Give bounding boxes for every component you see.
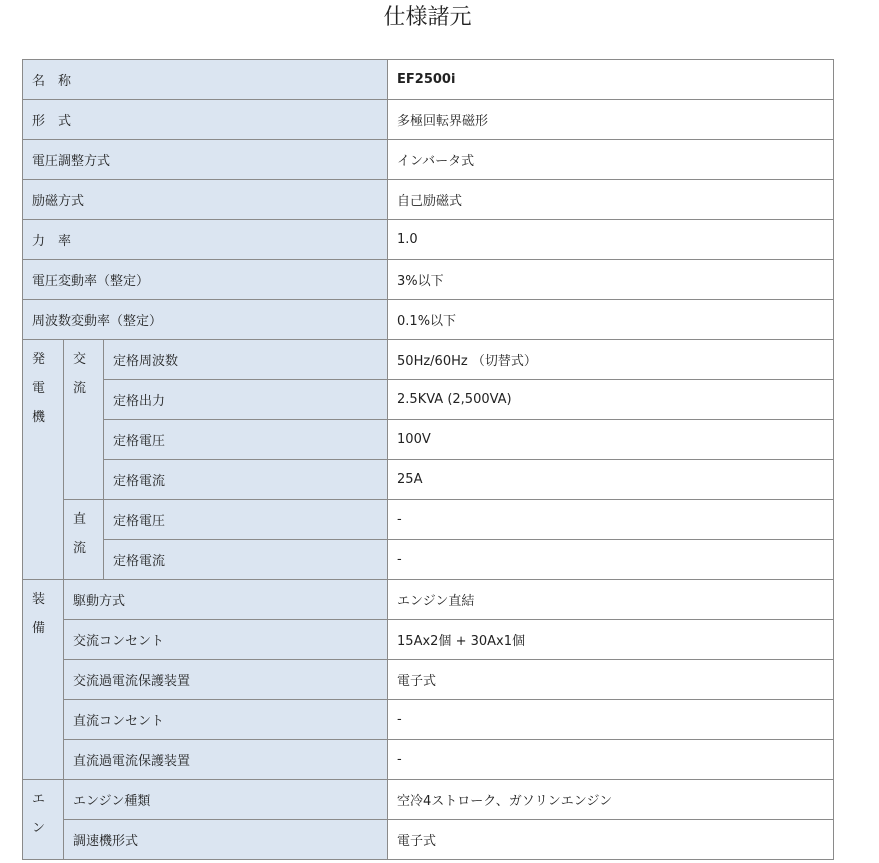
spec-value: - <box>388 540 834 580</box>
spec-table <box>22 59 834 860</box>
spec-value: 電子式 <box>388 820 834 860</box>
spec-label: 電圧調整方式 <box>23 140 388 180</box>
spec-row-power-factor <box>23 220 834 260</box>
spec-value: インバータ式 <box>388 140 834 180</box>
spec-row-ac-outlet <box>23 620 834 660</box>
spec-label: 定格出力 <box>104 380 388 420</box>
subgroup-label-dc: 直 流 <box>64 500 104 580</box>
spec-value: 1.0 <box>388 220 834 260</box>
spec-label: 電圧変動率（整定） <box>23 260 388 300</box>
spec-row-ac-frequency <box>23 340 834 380</box>
spec-label: 定格電流 <box>104 460 388 500</box>
spec-row-dc-protection <box>23 740 834 780</box>
group-label-equipment: 装 備 <box>23 580 64 780</box>
spec-label: 直流コンセント <box>64 700 388 740</box>
spec-label: 定格電流 <box>104 540 388 580</box>
group-label-engine: エ ン <box>23 780 64 860</box>
spec-row-ac-voltage <box>23 420 834 460</box>
spec-label: 駆動方式 <box>64 580 388 620</box>
spec-value: 25A <box>388 460 834 500</box>
spec-label: 調速機形式 <box>64 820 388 860</box>
page-title: 仕様諸元 <box>383 5 472 30</box>
spec-label: 定格電圧 <box>104 420 388 460</box>
spec-value: 自己励磁式 <box>388 180 834 220</box>
spec-value: EF2500i <box>388 60 834 100</box>
spec-row-ac-output <box>23 380 834 420</box>
spec-value: 50Hz/60Hz （切替式） <box>388 340 834 380</box>
spec-value: 100V <box>388 420 834 460</box>
spec-value: - <box>388 700 834 740</box>
spec-label: 周波数変動率（整定） <box>23 300 388 340</box>
spec-value: 空冷4ストローク、ガソリンエンジン <box>388 780 834 820</box>
spec-row-frequency-variation <box>23 300 834 340</box>
spec-row-dc-voltage <box>23 500 834 540</box>
spec-label: 形 式 <box>23 100 388 140</box>
spec-row-dc-outlet <box>23 700 834 740</box>
spec-label: 力 率 <box>23 220 388 260</box>
spec-label: 名 称 <box>23 60 388 100</box>
spec-label: 定格電圧 <box>104 500 388 540</box>
spec-row-dc-current <box>23 540 834 580</box>
spec-label: 交流コンセント <box>64 620 388 660</box>
spec-row-ac-protection <box>23 660 834 700</box>
spec-label: 定格周波数 <box>104 340 388 380</box>
spec-value: 0.1%以下 <box>388 300 834 340</box>
spec-row-voltage-adjust <box>23 140 834 180</box>
group-label-generator: 発 電 機 <box>23 340 64 580</box>
spec-row-drive <box>23 580 834 620</box>
spec-value: 15Ax2個 + 30Ax1個 <box>388 620 834 660</box>
spec-label: 励磁方式 <box>23 180 388 220</box>
spec-label: 直流過電流保護装置 <box>64 740 388 780</box>
spec-label: エンジン種類 <box>64 780 388 820</box>
spec-value: 2.5KVA (2,500VA) <box>388 380 834 420</box>
spec-value: 電子式 <box>388 660 834 700</box>
spec-row-name <box>23 60 834 100</box>
spec-value: - <box>388 500 834 540</box>
spec-label: 交流過電流保護装置 <box>64 660 388 700</box>
spec-row-excitation <box>23 180 834 220</box>
spec-row-voltage-variation <box>23 260 834 300</box>
spec-row-engine-type <box>23 780 834 820</box>
spec-value: エンジン直結 <box>388 580 834 620</box>
spec-row-governor <box>23 820 834 860</box>
spec-row-ac-current <box>23 460 834 500</box>
spec-row-type <box>23 100 834 140</box>
spec-value: 多極回転界磁形 <box>388 100 834 140</box>
subgroup-label-ac: 交 流 <box>64 340 104 500</box>
spec-value: - <box>388 740 834 780</box>
spec-value: 3%以下 <box>388 260 834 300</box>
